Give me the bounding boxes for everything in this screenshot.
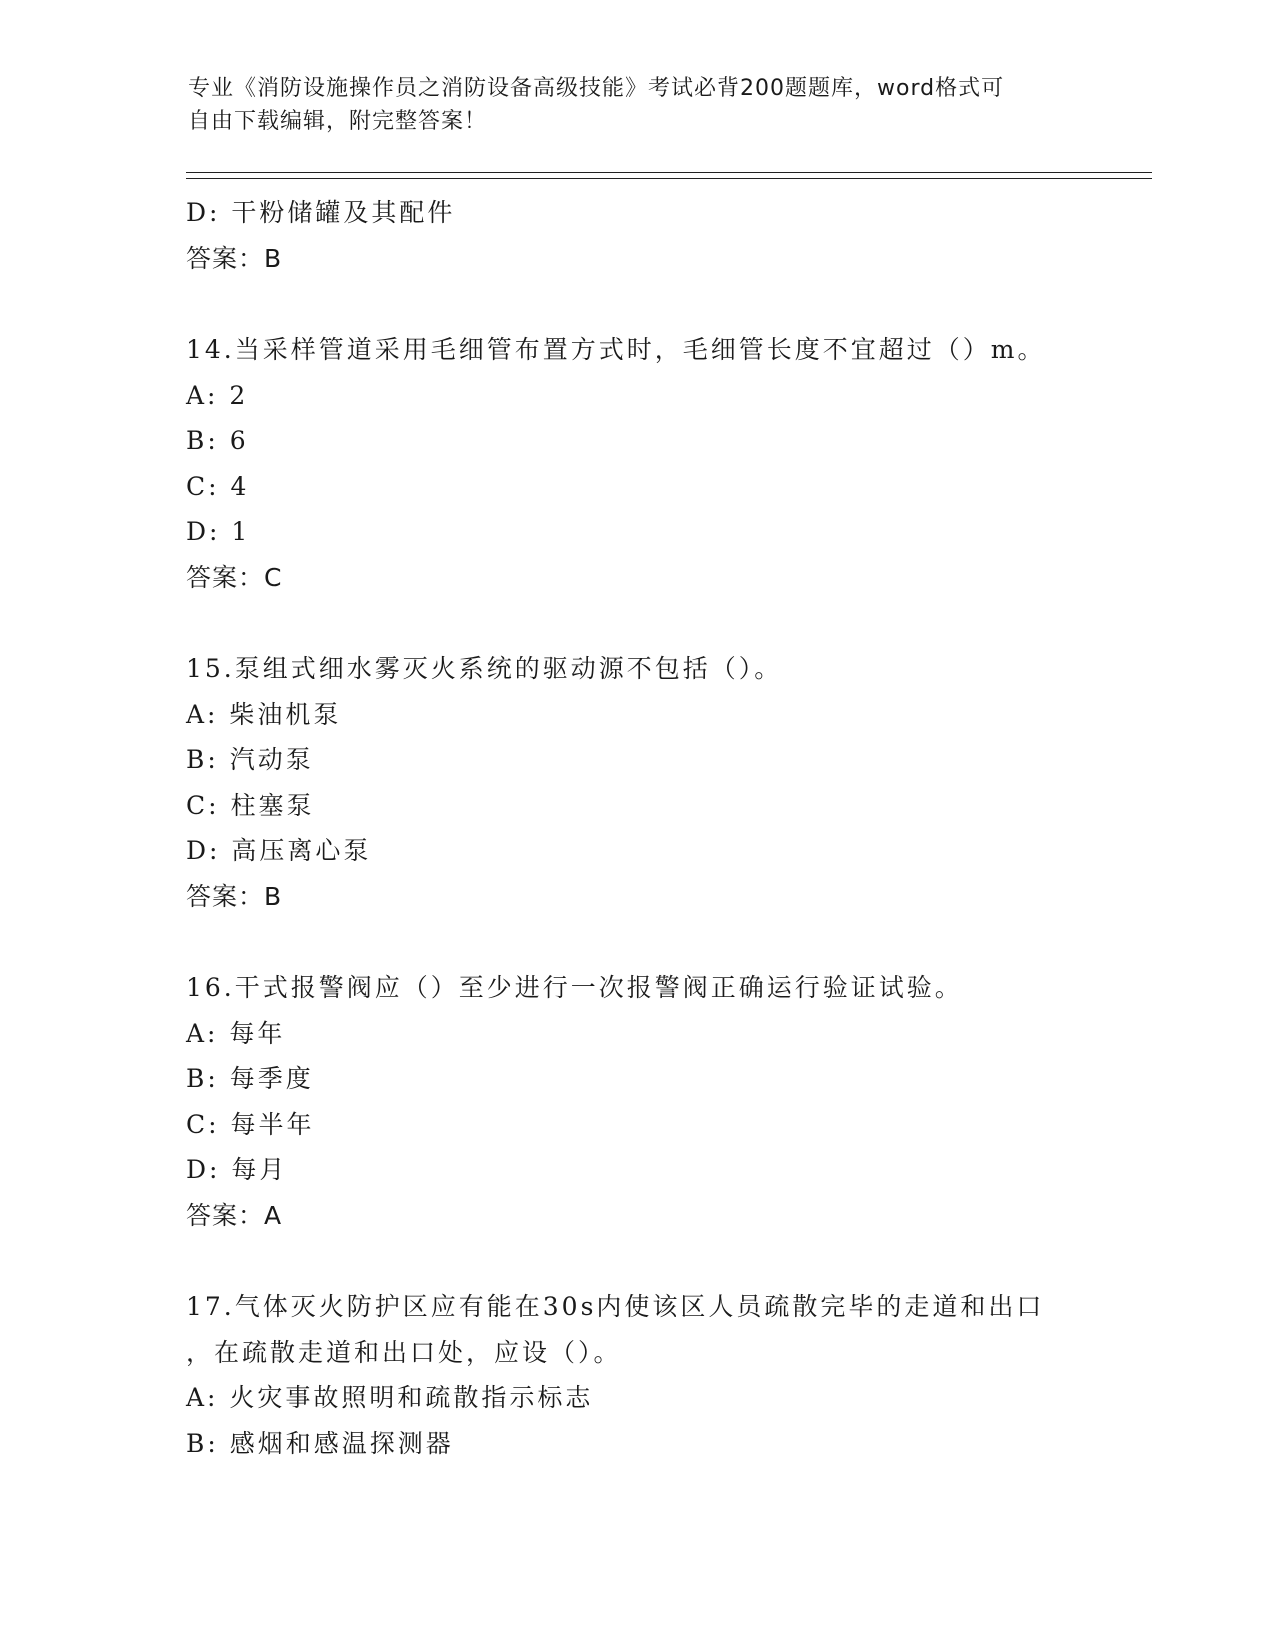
question-stem-line-1: 17.气体灭火防护区应有能在30s内使该区人员疏散完毕的走道和出口 [186,1292,1045,1321]
option-c: C: 柱塞泵 [186,790,315,820]
header-title-line-2: 自由下载编辑，附完整答案！ [188,109,488,134]
question-stem: 14.当采样管道采用毛细管布置方式时，毛细管长度不宜超过（）m。 [186,335,1046,364]
answer-text: 答案：A [186,1200,283,1230]
answer-text: 答案：B [186,243,283,273]
option-c: C: 每半年 [186,1109,315,1139]
option-b: B: 汽动泵 [186,745,314,774]
option-a: A: 2 [186,380,249,410]
answer-text: 答案：B [186,881,283,911]
option-d: D: 高压离心泵 [186,836,372,865]
option-a: A: 火灾事故照明和疏散指示标志 [186,1383,594,1412]
option-d: D: 每月 [186,1155,288,1184]
option-a: A: 每年 [186,1018,286,1048]
document-header [188,72,1088,138]
option-d: D: 干粉储罐及其配件 [186,198,456,227]
question-stem: 15.泵组式细水雾灭火系统的驱动源不包括（）。 [186,654,783,683]
option-b: B: 每季度 [186,1064,314,1093]
header-title-line-1: 专业《消防设施操作员之消防设备高级技能》考试必背200题题库，word格式可 [188,76,1005,101]
header-divider-bottom [186,178,1152,179]
question-16 [186,965,1086,1238]
question-stem: 16.干式报警阀应（）至少进行一次报警阀正确运行验证试验。 [186,973,963,1002]
option-b: B: 6 [186,426,249,455]
question-stem-line-2: ，在疏散走道和出口处，应设（）。 [186,1337,622,1367]
option-a: A: 柴油机泵 [186,699,342,729]
option-b: B: 感烟和感温探测器 [186,1428,454,1458]
question-17 [186,1284,1086,1466]
question-15 [186,646,1086,919]
option-d: D: 1 [186,517,251,546]
question-list [186,190,1086,1466]
option-c: C: 4 [186,471,250,501]
question-14 [186,327,1086,600]
header-divider-top [186,172,1152,173]
answer-text: 答案：C [186,562,283,592]
